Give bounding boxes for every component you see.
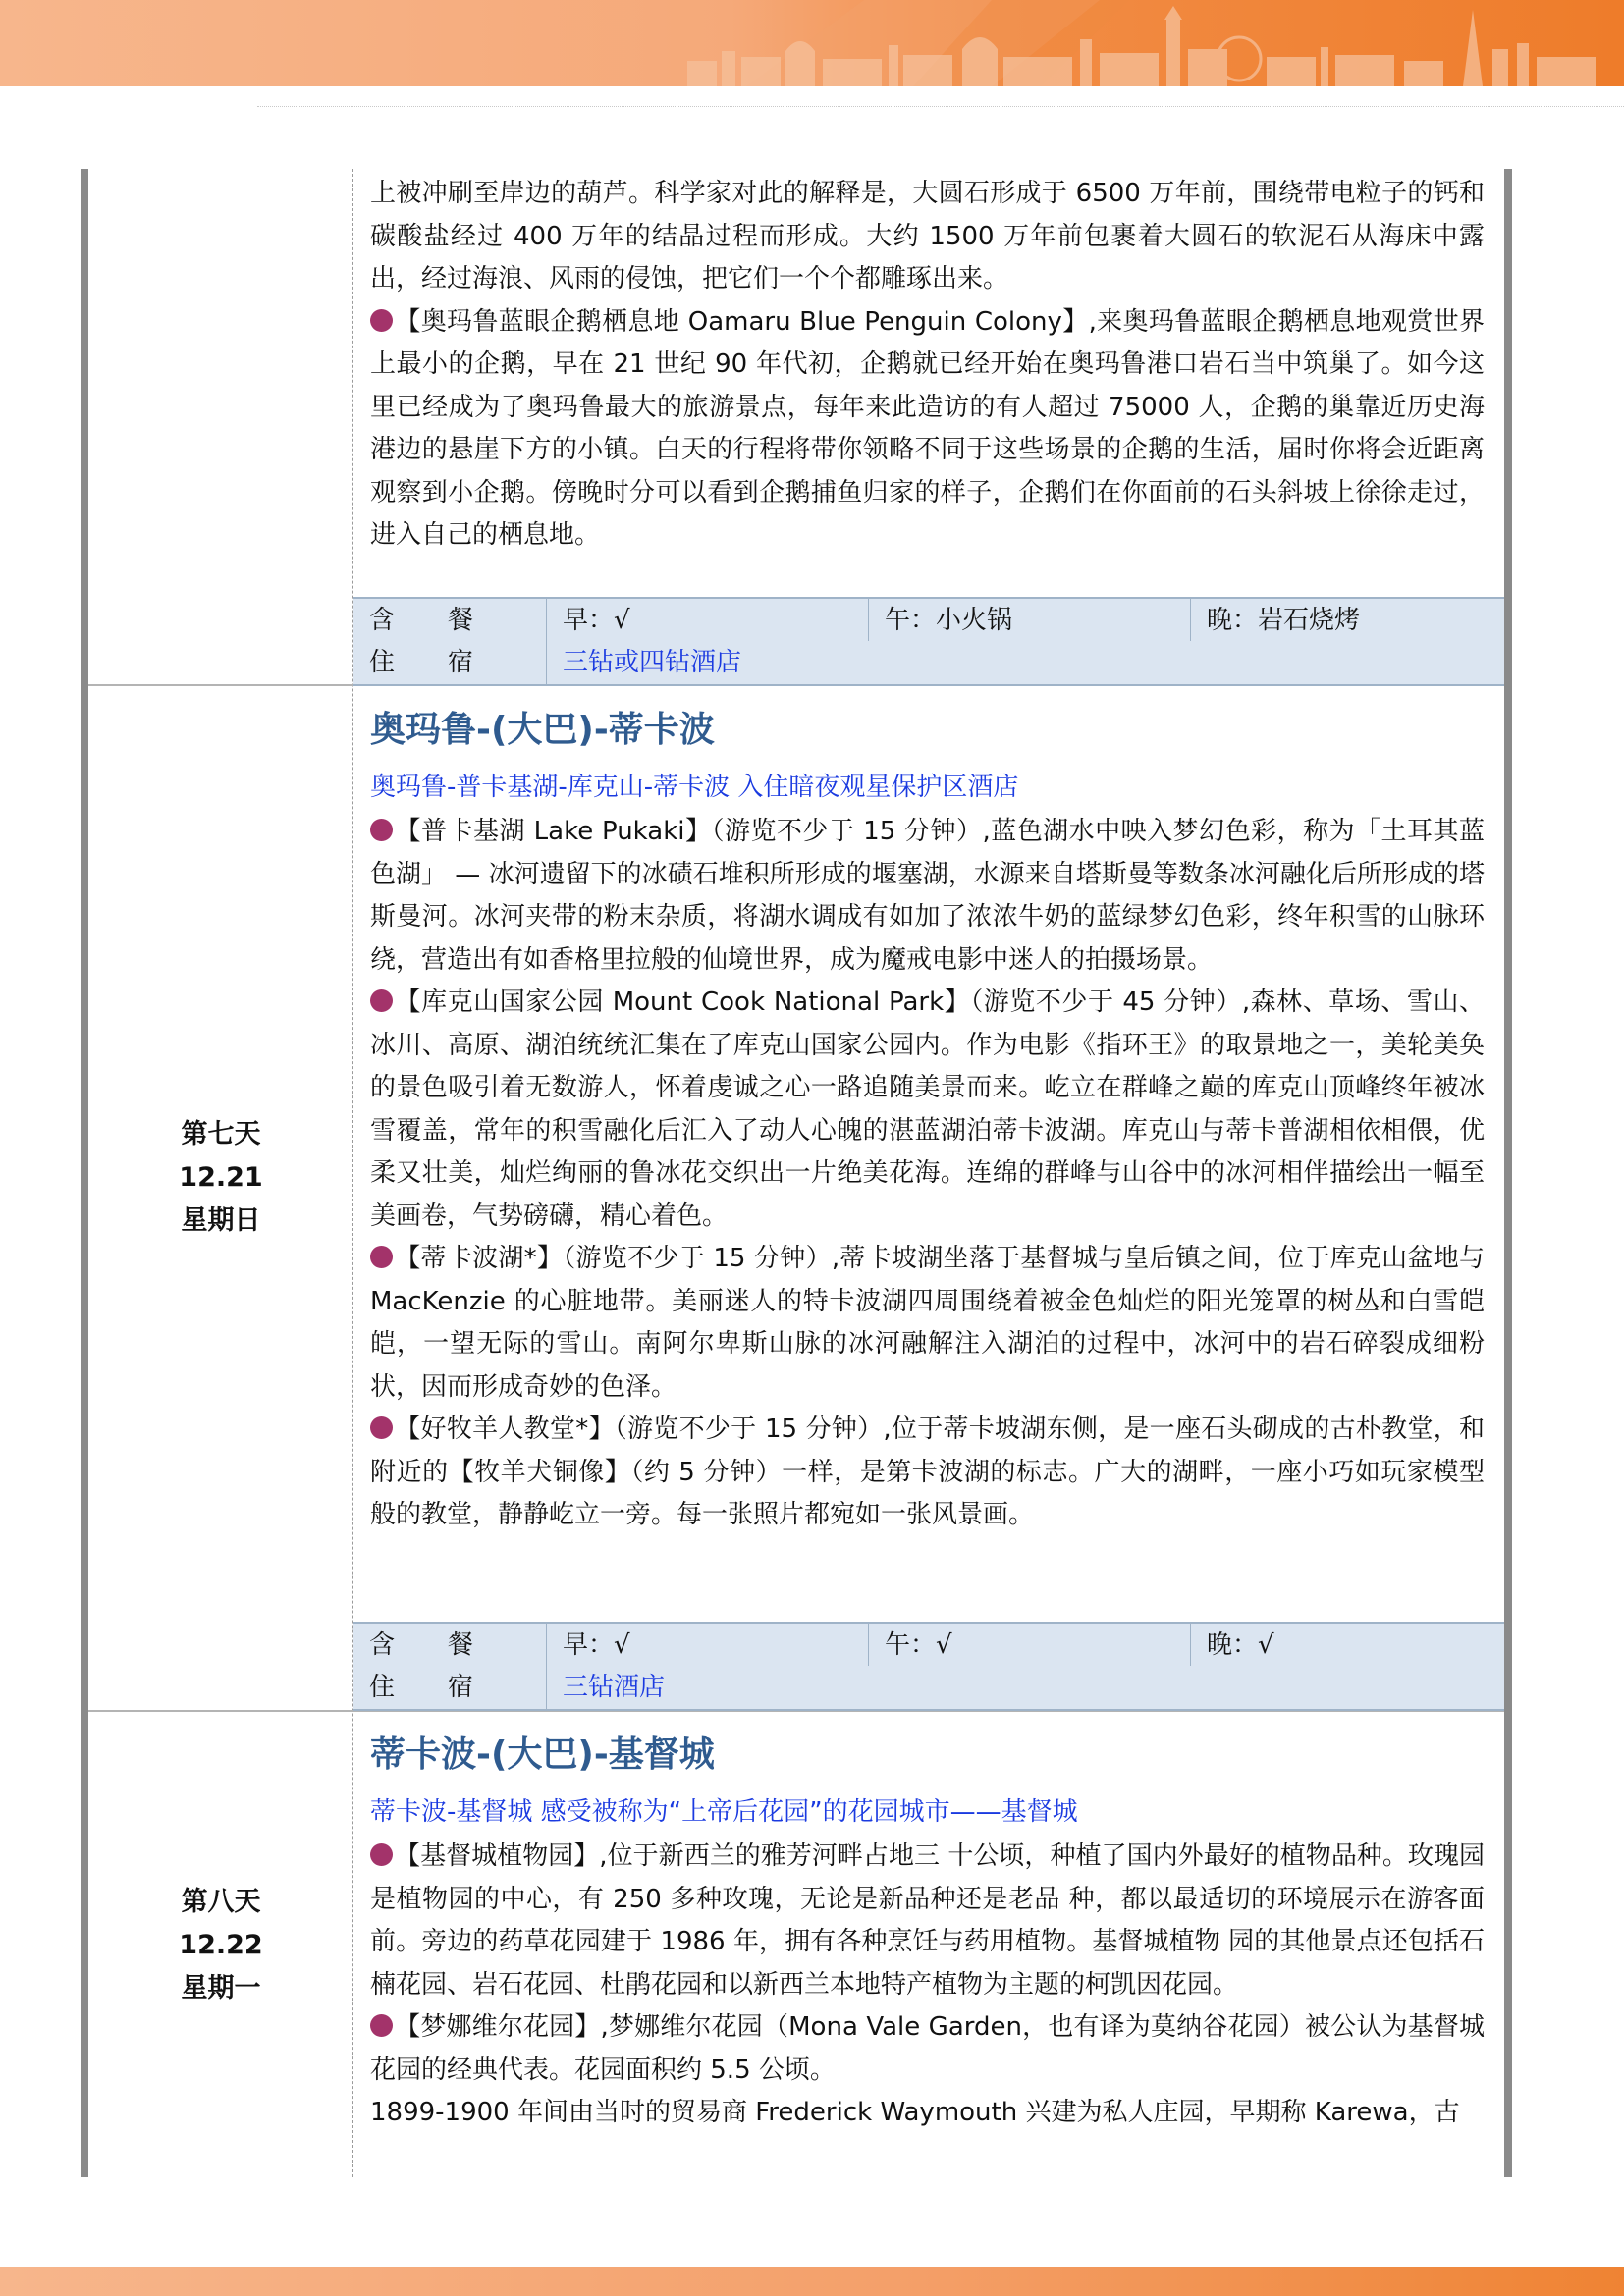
stay-row bbox=[353, 641, 1504, 686]
stay-label: 住 宿 bbox=[369, 1673, 488, 1702]
meal-row bbox=[353, 597, 1504, 643]
day8-content bbox=[370, 1726, 1485, 2135]
header-rule bbox=[257, 106, 1624, 107]
stay-label: 住 宿 bbox=[369, 648, 488, 677]
hotel: 三钻酒店 bbox=[546, 1666, 1504, 1709]
bullet-dot-icon bbox=[370, 309, 393, 332]
day-weekday: 星期一 bbox=[181, 1973, 261, 2003]
meal-label: 含 餐 bbox=[369, 1630, 488, 1660]
day6-bullet: 【奥玛鲁蓝眼企鹅栖息地 Oamaru Blue Penguin Colony】,来奥玛鲁蓝眼企鹅栖息地观赏世界上最小的企鹅，早在 21 世纪 90 年代初，企鹅就已经开始在奥玛鲁港口岩石当中筑巢了。如今这里已经成为了奥玛鲁最大的旅游景点，每年来此造访的有人超过 75000 人，企鹅的巢靠近历史海港边的悬崖下方的小镇。白天的行程将带你领略不同于这些场景的企鹅的生活，届时你将会近距离观察到小企鹅。傍晚时分可以看到企鹅捕鱼归家的样子，企鹅们在你面前的石头斜坡上徐徐走过，进入自己的栖息地。 bbox=[370, 306, 1485, 550]
day6-meal-table bbox=[353, 597, 1504, 683]
bullet-dot-icon bbox=[370, 1246, 393, 1268]
day-weekday: 星期日 bbox=[181, 1205, 261, 1236]
day7-label bbox=[88, 1113, 353, 1243]
day7-bullet: 【库克山国家公园 Mount Cook National Park】（游览不少于 45 分钟）,森林、草场、雪山、冰川、高原、湖泊统统汇集在了库克山国家公园内。作为电影《指环王》的取景地之一，美轮美奂的景色吸引着无数游人，怀着虔诚之心一路追随美景而来。屹立在群峰之巅的库克山顶峰终年被冰雪覆盖，常年的积雪融化后汇入了动人心魄的湛蓝湖泊蒂卡波湖。库克山与蒂卡普湖相依相偎，优柔又壮美，灿烂绚丽的鲁冰花交织出一片绝美花海。连绵的群峰与山谷中的冰河相伴描绘出一幅至美画卷，气势磅礴，精心着色。 bbox=[370, 988, 1485, 1231]
meal-label: 含 餐 bbox=[369, 606, 488, 635]
day-title: 奥玛鲁-(大巴)-蒂卡波 bbox=[370, 710, 715, 750]
day6-content bbox=[370, 173, 1485, 558]
lunch: 午：小火锅 bbox=[868, 599, 1190, 642]
table-left-border bbox=[81, 169, 88, 2177]
day8-bullet: 【基督城植物园】,位于新西兰的雅芳河畔占地三 十公顷，种植了国内外最好的植物品种。玫瑰园是植物园的中心，有 250 多种玫瑰，无论是新品种还是老品 种，都以最适切的环境展示在游客面前。旁边的药草花园建于 1986 年，拥有各种烹饪与药用植物。基督城植物 园的其他景点还包括石楠花园、岩石花园、杜鹃花园和以新西兰本地特产植物为主题的柯凯因花园。 bbox=[370, 1842, 1485, 2000]
header-banner bbox=[0, 0, 1624, 86]
bullet-dot-icon bbox=[370, 2014, 393, 2037]
breakfast: 早：√ bbox=[546, 1624, 868, 1667]
day-date: 12.22 bbox=[179, 1930, 263, 1960]
header-decoration bbox=[0, 0, 1624, 86]
day-date: 12.21 bbox=[179, 1162, 263, 1193]
day8-paragraph: 1899-1900 年间由当时的贸易商 Frederick Waymouth 兴建为私人庄园，早期称 Karewa，古 bbox=[370, 2098, 1460, 2127]
dinner: 晚：√ bbox=[1190, 1624, 1504, 1667]
hotel: 三钻或四钻酒店 bbox=[546, 641, 1504, 684]
day-number: 第七天 bbox=[181, 1119, 261, 1149]
meal-row bbox=[353, 1622, 1504, 1668]
day8-bullet: 【梦娜维尔花园】,梦娜维尔花园（Mona Vale Garden，也有译为莫纳谷花园）被公认为基督城花园的经典代表。花园面积约 5.5 公顷。 bbox=[370, 2012, 1485, 2085]
lunch: 午：√ bbox=[868, 1624, 1190, 1667]
bullet-dot-icon bbox=[370, 1416, 393, 1439]
day-subtitle: 蒂卡波-基督城 感受被称为“上帝后花园”的花园城市——基督城 bbox=[370, 1797, 1078, 1827]
itinerary-table bbox=[81, 169, 1512, 2177]
day-title: 蒂卡波-(大巴)-基督城 bbox=[370, 1735, 715, 1775]
breakfast: 早：√ bbox=[546, 599, 868, 642]
day7-bullet: 【普卡基湖 Lake Pukaki】（游览不少于 15 分钟）,蓝色湖水中映入梦幻色彩，称为「土耳其蓝色湖」 — 冰河遗留下的冰碛石堆积所形成的堰塞湖，水源来自塔斯曼等数条冰河融化后所形成的塔斯曼河。冰河夹带的粉末杂质，将湖水调成有如加了浓浓牛奶的蓝绿梦幻色彩，终年积雪的山脉环绕，营造出有如香格里拉般的仙境世界，成为魔戒电影中迷人的拍摄场景。 bbox=[370, 817, 1485, 975]
footer-band bbox=[0, 2267, 1624, 2296]
day7-content bbox=[370, 701, 1485, 1537]
stay-row bbox=[353, 1666, 1504, 1711]
bullet-dot-icon bbox=[370, 1843, 393, 1866]
day7-meal-table bbox=[353, 1622, 1504, 1708]
table-right-border bbox=[1504, 169, 1512, 2177]
day-subtitle: 奥玛鲁-普卡基湖-库克山-蒂卡波 入住暗夜观星保护区酒店 bbox=[370, 773, 1019, 802]
bullet-dot-icon bbox=[370, 819, 393, 841]
dinner: 晚：岩石烧烤 bbox=[1190, 599, 1504, 642]
day8-label bbox=[88, 1881, 353, 2010]
day7-bullet: 【好牧羊人教堂*】（游览不少于 15 分钟）,位于蒂卡坡湖东侧，是一座石头砌成的古朴教堂，和附近的【牧羊犬铜像】（约 5 分钟）一样，是第卡波湖的标志。广大的湖畔，一座小巧如玩家模型般的教堂，静静屹立一旁。每一张照片都宛如一张风景画。 bbox=[370, 1415, 1485, 1529]
day6-paragraph: 上被冲刷至岸边的葫芦。科学家对此的解释是，大圆石形成于 6500 万年前，围绕带电粒子的钙和碳酸盐经过 400 万年的结晶过程而形成。大约 1500 万年前包裹着大圆石的软泥石从海床中露出，经过海浪、风雨的侵蚀，把它们一个个都雕琢出来。 bbox=[370, 179, 1485, 294]
day7-bullet: 【蒂卡波湖*】（游览不少于 15 分钟）,蒂卡坡湖坐落于基督城与皇后镇之间，位于库克山盆地与 MacKenzie 的心脏地带。美丽迷人的特卡波湖四周围绕着被金色灿烂的阳光笼罩的树丛和白雪皑皑，一望无际的雪山。南阿尔卑斯山脉的冰河融解注入湖泊的过程中，冰河中的岩石碎裂成细粉状，因而形成奇妙的色泽。 bbox=[370, 1244, 1485, 1402]
bullet-dot-icon bbox=[370, 989, 393, 1012]
day-number: 第八天 bbox=[181, 1887, 261, 1917]
